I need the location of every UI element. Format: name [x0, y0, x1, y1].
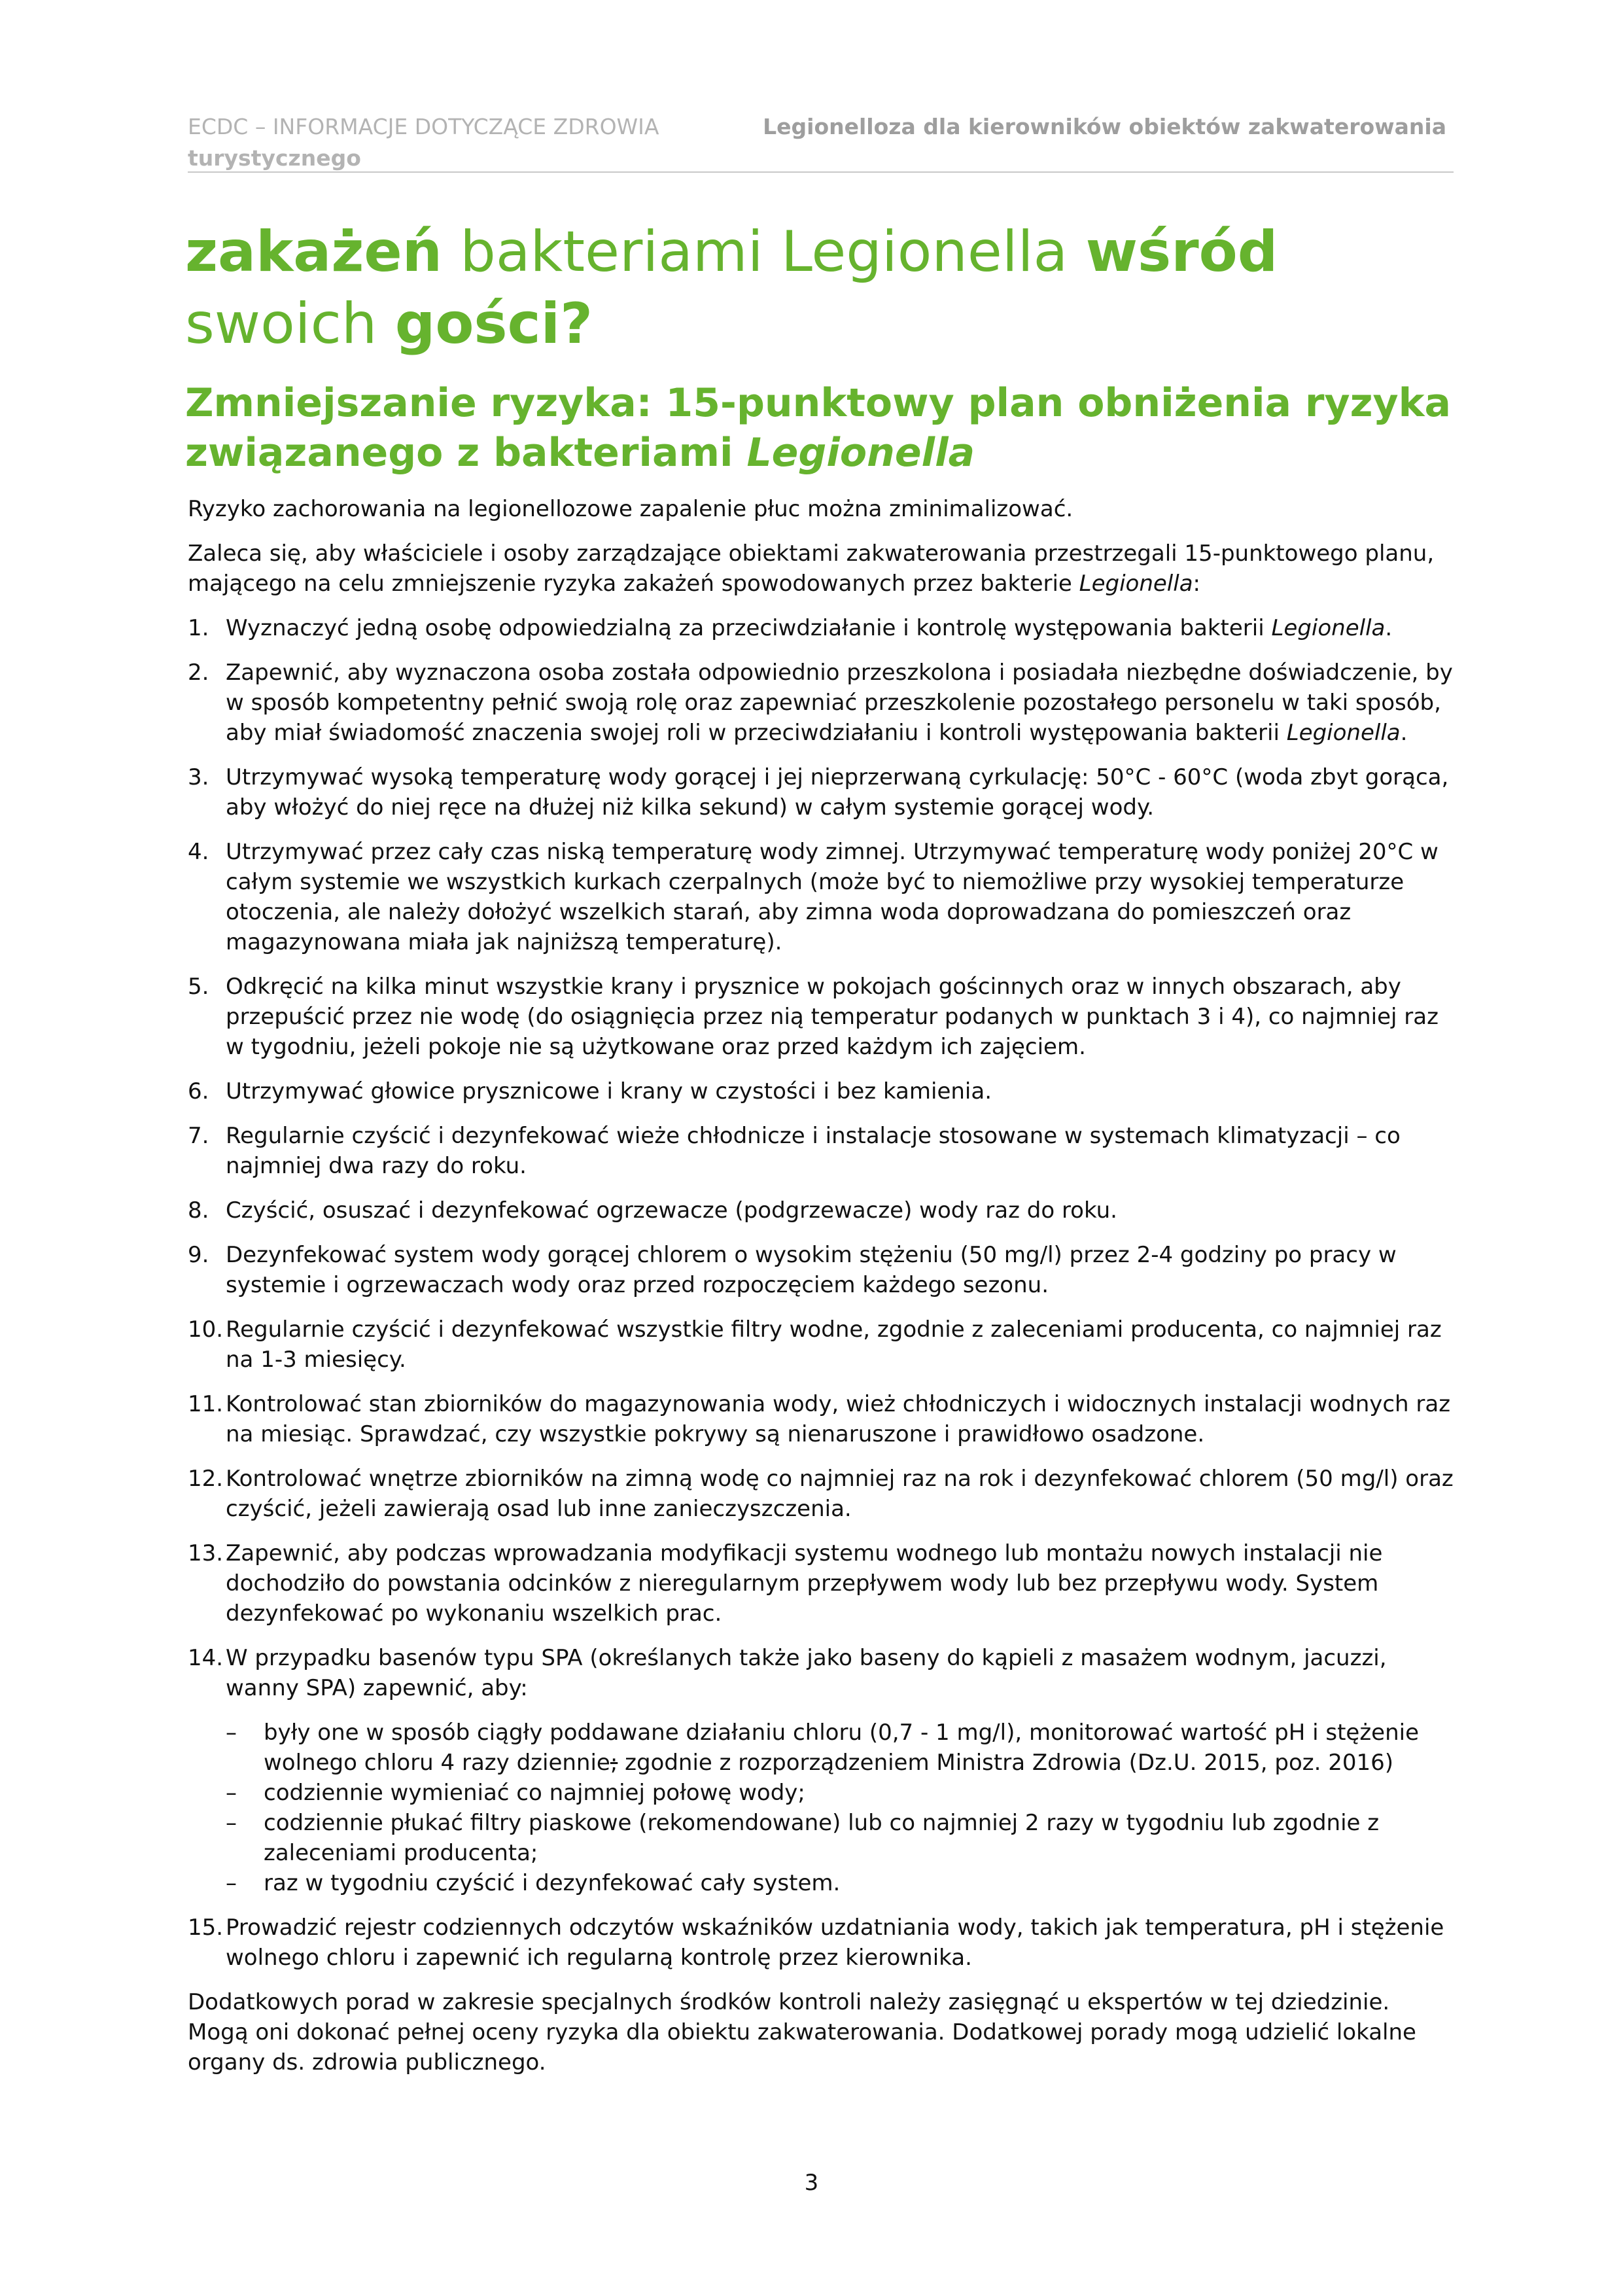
- list-item-number: 4.: [188, 839, 209, 865]
- list-item-number: 1.: [188, 615, 209, 641]
- sublist-item: [226, 1718, 1454, 1778]
- list-item-italic: Legionella: [1286, 720, 1401, 746]
- header-left: [188, 111, 750, 174]
- header-right: Legionelloza dla kierowników obiektów zakwaterowania: [763, 114, 1446, 139]
- sublist-text: codziennie płukać filtry piaskowe (rekomendowane) lub co najmniej 2 razy w tygodniu lub zgodnie z zaleceniami producenta;: [264, 1810, 1380, 1866]
- subtitle-part-4: Legionella: [746, 430, 975, 476]
- sublist-text: codziennie wymieniać co najmniej połowę wody;: [264, 1780, 805, 1806]
- title-part-5: gości?: [394, 291, 593, 357]
- list-item-number: 5.: [188, 974, 209, 1000]
- list-item-text: Utrzymywać wysoką temperaturę wody gorącej i jej nieprzerwaną cyrkulację: 50°C - 60°C (woda zbyt gorąca, aby włożyć do niej ręce na dłużej niż kilka sekund) w całym systemie gorącej wody.: [226, 764, 1449, 821]
- list-item: [188, 1240, 1454, 1300]
- list-item-number: 12.: [188, 1466, 224, 1492]
- plan-list: [188, 613, 1454, 1973]
- list-item-number: 3.: [188, 764, 209, 790]
- intro-paragraph-2: [188, 539, 1454, 599]
- list-item: [188, 1538, 1454, 1629]
- list-item-number: 9.: [188, 1242, 209, 1268]
- title-part-4: swoich: [185, 291, 395, 357]
- intro-paragraph-2-text: Zaleca się, aby właściciele i osoby zarządzające obiektami zakwaterowania przestrzegali 15-punktowego planu, mającego na celu zmniejszenie ryzyka zakażeń spowodowanych przez bakterie: [188, 540, 1435, 597]
- body-text: [188, 494, 1454, 2092]
- dash-bullet: –: [226, 1870, 237, 1896]
- list-item-number: 11.: [188, 1391, 224, 1417]
- list-item-number: 8.: [188, 1197, 209, 1224]
- closing-paragraph: Dodatkowych porad w zakresie specjalnych środków kontroli należy zasięgnąć u ekspertów w tej dziedzinie. Mogą oni dokonać pełnej oceny ryzyka dla obiektu zakwaterowania. Dodatkowej porady mogą udzielić lokalne organy ds. zdrowia publicznego.: [188, 1989, 1416, 2075]
- list-item-text: Prowadzić rejestr codziennych odczytów wskaźników uzdatniania wody, takich jak temperatura, pH i stężenie wolnego chloru i zapewnić ich regularną kontrolę przez kierownika.: [226, 1915, 1444, 1971]
- list-item-text: Regularnie czyścić i dezynfekować wieże chłodnicze i instalacje stosowane w systemach klimatyzacji – co najmniej dwa razy do roku.: [226, 1123, 1401, 1179]
- list-item: [188, 1315, 1454, 1375]
- list-item-end: .: [1400, 720, 1408, 746]
- list-item: [188, 837, 1454, 957]
- title-part-2: bakteriami Legionella: [442, 219, 1086, 285]
- list-item-number: 15.: [188, 1915, 224, 1941]
- list-item-number: 7.: [188, 1123, 209, 1149]
- list-item-text: Utrzymywać głowice prysznicowe i krany w czystości i bez kamienia.: [226, 1078, 992, 1104]
- dash-bullet: –: [226, 1780, 237, 1806]
- sublist-strikethrough: ;: [610, 1750, 618, 1776]
- spa-sublist: [226, 1718, 1454, 1898]
- list-item-text: Czyścić, osuszać i dezynfekować ogrzewacze (podgrzewacze) wody raz do roku.: [226, 1197, 1117, 1224]
- sublist-text-a: były one w sposób ciągły poddawane działaniu chloru (0,7 - 1 mg/l), monitorować wartość pH i stężenie wolnego chloru 4 razy dziennie: [264, 1720, 1420, 1776]
- list-item-text: Dezynfekować system wody gorącej chlorem o wysokim stężeniu (50 mg/l) przez 2-4 godziny po pracy w systemie i ogrzewaczach wody oraz przed rozpoczęciem każdego sezonu.: [226, 1242, 1397, 1298]
- list-item: [188, 613, 1454, 643]
- list-item-text: Utrzymywać przez cały czas niską temperaturę wody zimnej. Utrzymywać temperaturę wody poniżej 20°C w całym systemie we wszystkich kurkach czerpalnych (może być to niemożliwe przy wysokiej temperaturze otoczenia, ale należy dołożyć wszelkich starań, aby zimna woda doprowadzana do pomieszczeń oraz magazynowana miała jak najniższą temperaturę).: [226, 839, 1439, 955]
- list-item-number: 10.: [188, 1316, 224, 1343]
- list-item: [188, 1121, 1454, 1181]
- intro-paragraph-2-italic: Legionella: [1079, 571, 1193, 597]
- list-item: [188, 1076, 1454, 1106]
- list-item-text: Kontrolować stan zbiorników do magazynowania wody, wież chłodniczych i widocznych instalacji wodnych raz na miesiąc. Sprawdzać, czy wszystkie pokrywy są nienaruszone i prawidłowo osadzone.: [226, 1391, 1451, 1447]
- list-item-end: .: [1385, 615, 1393, 641]
- page-title: [185, 216, 1467, 360]
- list-item-text: Zapewnić, aby wyznaczona osoba została odpowiednio przeszkolona i posiadała niezbędne doświadczenie, by w sposób kompetentny pełnić swoją rolę oraz zapewniać przeszkolenie pozostałego personelu w taki sposób, aby miał świadomość znaczenia swojej roli w przeciwdziałaniu i kontroli występowania bakterii: [226, 660, 1453, 746]
- page-number: 3: [804, 2170, 819, 2196]
- subtitle-part-1: Zmniejszanie ryzyka: 15-: [185, 380, 737, 426]
- list-item-text: Kontrolować wnętrze zbiorników na zimną wodę co najmniej raz na rok i dezynfekować chlorem (50 mg/l) oraz czyścić, jeżeli zawierają osad lub inne zanieczyszczenia.: [226, 1466, 1454, 1522]
- list-item-number: 6.: [188, 1078, 209, 1104]
- sublist-item: [226, 1868, 1454, 1898]
- subtitle-part-2: punktowy plan obniżenia ryzyka związanego z: [185, 380, 1452, 476]
- title-part-1: zakażeń: [185, 219, 442, 285]
- sublist-item: [226, 1778, 1454, 1808]
- list-item-text: Odkręcić na kilka minut wszystkie krany i prysznice w pokojach gościnnych oraz w innych obszarach, aby przepuścić przez nie wodę (do osiągnięcia przez nią temperatur podanych w punktach 3 i 4), co najmniej raz w tygodniu, jeżeli pokoje nie są użytkowane oraz przed każdym ich zajęciem.: [226, 974, 1439, 1060]
- list-item-spa: [188, 1643, 1454, 1898]
- list-item-text: Regularnie czyścić i dezynfekować wszystkie filtry wodne, zgodnie z zaleceniami producenta, co najmniej raz na 1-3 miesięcy.: [226, 1316, 1442, 1373]
- header-divider: [188, 171, 1454, 173]
- list-item: [188, 1464, 1454, 1524]
- list-item-text: Wyznaczyć jedną osobę odpowiedzialną za przeciwdziałanie i kontrolę występowania bakterii: [226, 615, 1272, 641]
- list-item-number: 13.: [188, 1540, 224, 1566]
- title-part-3: wśród: [1085, 219, 1278, 285]
- intro-paragraph-1: Ryzyko zachorowania na legionellozowe zapalenie płuc można zminimalizować.: [188, 496, 1073, 522]
- sublist-text: raz w tygodniu czyścić i dezynfekować cały system.: [264, 1870, 841, 1896]
- list-item: [188, 658, 1454, 748]
- list-item-italic: Legionella: [1271, 615, 1386, 641]
- intro-paragraph-2-end: :: [1193, 571, 1200, 597]
- list-item: [188, 972, 1454, 1062]
- list-item: [188, 1913, 1454, 1973]
- list-item-number: 2.: [188, 660, 209, 686]
- list-item-number: 14.: [188, 1645, 224, 1671]
- header-left-line1: ECDC – INFORMACJE DOTYCZĄCE ZDROWIA: [188, 114, 659, 139]
- list-item-text: Zapewnić, aby podczas wprowadzania modyfikacji systemu wodnego lub montażu nowych instalacji nie dochodziło do powstania odcinków z nieregularnym przepływem wody lub bez przepływu wody. System dezynfekować po wykonaniu wszelkich prac.: [226, 1540, 1383, 1627]
- list-item-text: W przypadku basenów typu SPA (określanych także jako baseny do kąpieli z masażem wodnym, jacuzzi, wanny SPA) zapewnić, aby:: [226, 1645, 1387, 1701]
- dash-bullet: –: [226, 1720, 237, 1746]
- dash-bullet: –: [226, 1810, 237, 1836]
- list-item: [188, 1195, 1454, 1226]
- section-heading: [185, 378, 1467, 478]
- subtitle-part-3: bakteriami: [480, 430, 747, 476]
- list-item: [188, 1389, 1454, 1449]
- sublist-text-b: zgodnie z rozporządzeniem Ministra Zdrowia (Dz.U. 2015, poz. 2016): [618, 1750, 1394, 1776]
- header-left-line2: turystycznego: [188, 145, 361, 171]
- sublist-item: [226, 1808, 1454, 1868]
- list-item: [188, 762, 1454, 822]
